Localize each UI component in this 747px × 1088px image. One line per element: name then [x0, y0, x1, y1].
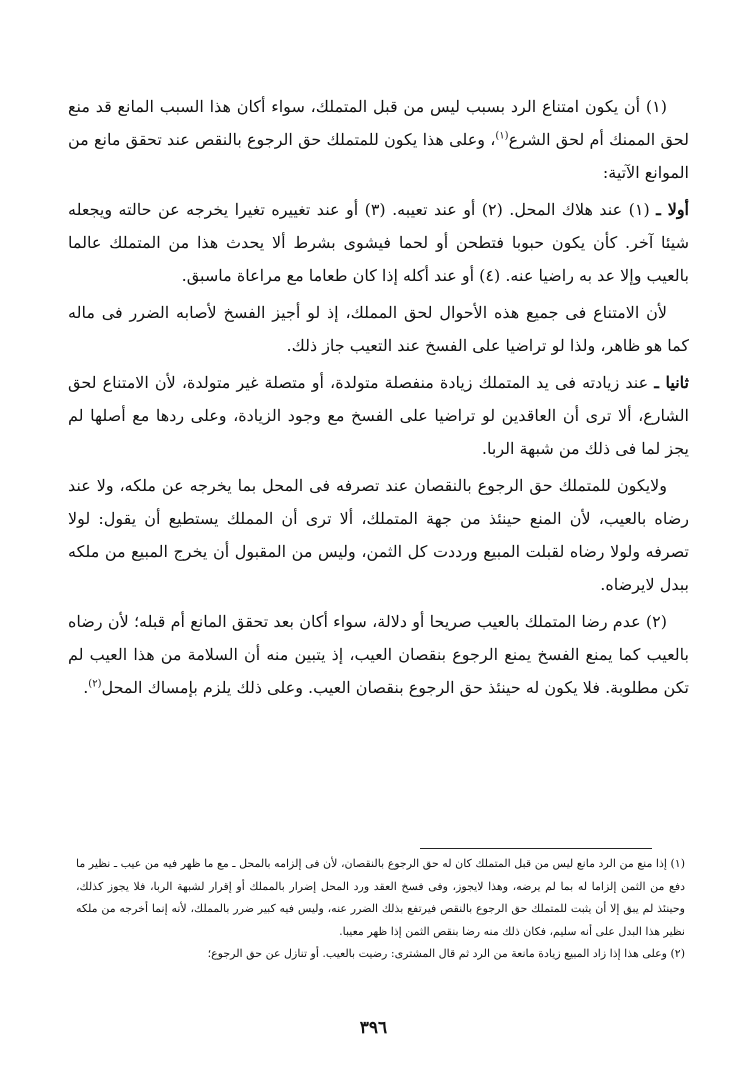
paragraph-no-right: [68, 469, 689, 601]
paragraph-text: لأن الامتناع فى جميع هذه الأحوال لحق المملك، إذ لو أجيز الفسخ لأصابه الضرر فى ماله كما هو ظاهر، ولذا لو تراضيا على الفسخ عند التعيب جاز ذلك.: [68, 303, 689, 355]
footnote-separator: [420, 848, 652, 849]
section-lead-second: ثانيا ـ: [654, 373, 689, 392]
paragraph-second-cases: [68, 366, 689, 465]
paragraph-text: ولايكون للمتملك حق الرجوع بالنقصان عند تصرفه فى المحل بما يخرجه عن ملكه، ولا عند رضاه بالعيب، لأن المنع حينئذ من جهة المتملك، ألا ترى أن المملك يستطيع أن يقول: لولا تصرفه ولولا رضاه لقبلت المبيع ورددت كل الثمن، وليس من المقبول أن يخرج المبيع من ملكه ببدل لايرضاه.: [68, 476, 689, 594]
footnote-1: (١) إذا منع من الرد مانع ليس من قبل المتملك كان له حق الرجوع بالنقصان، لأن فى إلزامه بالمحل ـ مع ما ظهر فيه من عيب ـ نظير ما دفع من الثمن إلزاما له بما لم يرضه، وهذا لايجوز، وفى فسخ العقد ورد المحل إضرار بالمملك أو إقرار لشبهة الربا، فلا يجوز كذلك، وحينئذ لم يبق إلا أن يثبت للمتملك حق الرجوع بالنقص فيرتفع بذلك الضرر عنه، وليس فيه كبير ضرر بالمملك، لأنه إنما أخرجه من ملكه نظير هذا البدل على أنه سليم، فكان ذلك منه رضا بنقص الثمن إذا ظهر معيبا.: [76, 857, 685, 938]
paragraph-text: .: [83, 678, 89, 697]
paragraph-condition-2: [68, 605, 689, 704]
paragraph-text: (٢) عدم رضا المتملك بالعيب صريحا أو دلالة، سواء أكان بعد تحقق المانع أم قبله؛ لأن رضاه بالعيب كما يمنع الفسخ يمنع الرجوع بنقصان العيب، إذ يتبين منه أن السلامة من هذا العيب لم تكن مطلوبة. فلا يكون له حينئذ حق الرجوع بنقصان العيب. وعلى ذلك يلزم بإمساك المحل: [68, 612, 689, 697]
footnotes: [76, 853, 685, 966]
paragraph-condition-1: [68, 90, 689, 189]
page-number: ٣٩٦: [359, 1018, 388, 1038]
footnote-ref-1[interactable]: (١): [495, 130, 509, 142]
paragraph-reason: [68, 296, 689, 362]
paragraph-text: (١) عند هلاك المحل. (٢) أو عند تعيبه. (٣) أو عند تغييره تغيرا يخرجه عن حالته ويجعله شيئا آخر. كأن يكون حبوبا فتطحن أو لحما فيشوى بشرط ألا يحدث هذا من المتملك عالما بالعيب وإلا عد به راضيا عنه. (٤) أو عند أكله إذا كان طعاما مع مراعاة ماسبق.: [68, 200, 689, 285]
paragraph-text: ، وعلى هذا يكون للمتملك حق الرجوع بالنقص عند تحقق مانع من الموانع الآتية:: [68, 130, 689, 182]
footnote-2: (٢) وعلى هذا إذا زاد المبيع زيادة مانعة من الرد ثم قال المشترى: رضيت بالعيب. أو تنازل عن حق الرجوع؛: [207, 947, 685, 960]
paragraph-text: عند زيادته فى يد المتملك زيادة منفصلة متولدة، أو متصلة غير متولدة، لأن الامتناع لحق الشارع، ألا ترى أن العاقدين لو تراضيا على الفسخ مع وجود الزيادة، وعلى ردها مع أصلها لم يجز لما فى ذلك من شبهة الربا.: [68, 373, 689, 458]
footnote-ref-2[interactable]: (٢): [88, 678, 102, 690]
paragraph-text: (١) أن يكون امتناع الرد بسبب ليس من قبل المتملك، سواء أكان هذا السبب المانع قد منع لحق الممنك أم لحق الشرع: [68, 97, 690, 149]
section-lead-first: أولا ـ: [656, 200, 689, 219]
paragraph-first-cases: [68, 193, 689, 292]
main-text: [68, 90, 689, 708]
